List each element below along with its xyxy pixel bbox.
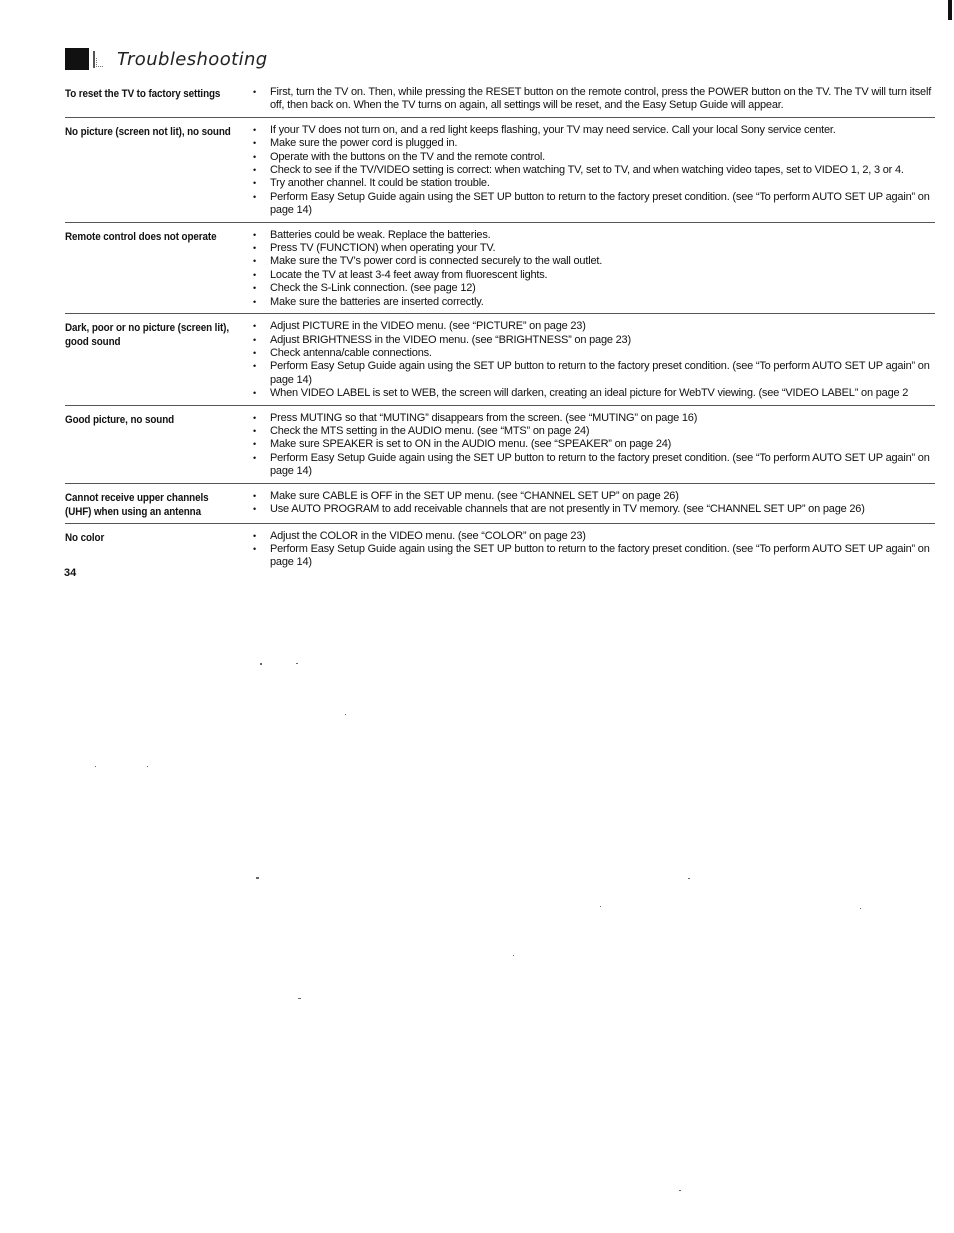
scan-edge-mark [948, 0, 952, 20]
scan-speck [260, 663, 262, 665]
remedy-item: • Try another channel. It could be station trouble. [253, 177, 935, 190]
remedy-item: • If your TV does not turn on, and a red light keeps flashing, your TV may need service. Call your local Sony service center. [253, 124, 935, 137]
remedy-item: • Perform Easy Setup Guide again using the SET UP button to return to the factory preset condition. (see “To perform AUTO SET UP again” on page 14) [253, 452, 935, 479]
remedy-item: • Press MUTING so that “MUTING” disappears from the screen. (see “MUTING” on page 16) [253, 412, 935, 425]
remedy-item: • Make sure the power cord is plugged in. [253, 137, 935, 150]
remedy-item: • Make sure SPEAKER is set to ON in the AUDIO menu. (see “SPEAKER” on page 24) [253, 438, 935, 451]
problem-label: Good picture, no sound [65, 413, 175, 426]
scan-speck [296, 663, 298, 664]
scan-speck [345, 714, 346, 715]
section-mark-icon [91, 48, 105, 70]
remedy-item: • Check to see if the TV/VIDEO setting is correct: when watching TV, set to TV, and when watching video tapes, set to VIDEO 1, 2, 3 or 4. [253, 164, 935, 177]
remedy-list [253, 320, 935, 400]
page-header [65, 44, 268, 74]
remedy-item: • Adjust PICTURE in the VIDEO menu. (see “PICTURE” on page 23) [253, 320, 935, 333]
section-block-icon [65, 48, 89, 70]
problem-label: Remote control does not operate [65, 230, 217, 243]
remedy-item: • Check antenna/cable connections. [253, 347, 935, 360]
scan-speck [600, 906, 601, 907]
troubleshooting-row [65, 489, 935, 524]
troubleshooting-table [65, 85, 935, 579]
scan-speck [147, 766, 148, 767]
remedy-item: • Check the S-Link connection. (see page 12) [253, 282, 935, 295]
remedy-item: • Press TV (FUNCTION) when operating your TV. [253, 242, 935, 255]
remedy-list [253, 490, 935, 517]
remedy-item: • When VIDEO LABEL is set to WEB, the screen will darken, creating an ideal picture for WebTV viewing. (see “VIDEO LABEL” on page 2 [253, 387, 935, 400]
scan-speck [679, 1190, 681, 1191]
remedy-item: • Make sure the batteries are inserted correctly. [253, 296, 935, 309]
troubleshooting-row [65, 228, 935, 314]
troubleshooting-row [65, 123, 935, 223]
remedy-list [253, 124, 935, 218]
remedy-list [253, 412, 935, 479]
problem-label: No picture (screen not lit), no sound [65, 125, 231, 138]
remedy-item: • Batteries could be weak. Replace the batteries. [253, 229, 935, 242]
scan-speck [513, 955, 514, 956]
scan-speck [95, 766, 96, 767]
remedy-list [253, 530, 935, 570]
problem-label: No color [65, 531, 105, 544]
page-number: 34 [64, 567, 77, 579]
scan-speck [256, 877, 259, 879]
remedy-item: • Use AUTO PROGRAM to add receivable channels that are not presently in TV memory. (see “CHANNEL SET UP” on page 26) [253, 503, 935, 516]
troubleshooting-row [65, 411, 935, 484]
remedy-item: • Adjust the COLOR in the VIDEO menu. (see “COLOR” on page 23) [253, 530, 935, 543]
page-title: Troubleshooting [117, 48, 268, 70]
problem-label: Cannot receive upper channels (UHF) when using an antenna [65, 491, 209, 518]
scan-speck [860, 908, 861, 909]
remedy-item: • Adjust BRIGHTNESS in the VIDEO menu. (see “BRIGHTNESS” on page 23) [253, 334, 935, 347]
problem-label: Dark, poor or no picture (screen lit), good sound [65, 322, 229, 349]
remedy-item: • Perform Easy Setup Guide again using the SET UP button to return to the factory preset condition. (see “To perform AUTO SET UP again” on page 14) [253, 360, 935, 387]
remedy-item: • Perform Easy Setup Guide again using the SET UP button to return to the factory preset condition. (see “To perform AUTO SET UP again” on page 14) [253, 191, 935, 218]
remedy-list [253, 229, 935, 309]
remedy-item: • Make sure CABLE is OFF in the SET UP menu. (see “CHANNEL SET UP” on page 26) [253, 490, 935, 503]
problem-label: To reset the TV to factory settings [65, 88, 221, 100]
scan-speck [298, 998, 301, 999]
remedy-item: • Make sure the TV’s power cord is connected securely to the wall outlet. [253, 255, 935, 268]
remedy-item: • Perform Easy Setup Guide again using the SET UP button to return to the factory preset condition. (see “To perform AUTO SET UP again” on page 14) [253, 543, 935, 570]
remedy-list [253, 86, 935, 113]
remedy-item: • First, turn the TV on. Then, while pressing the RESET button on the remote control, press the POWER button on the TV. The TV will turn itself off, then back on. When the TV turns on again, all settings will be reset, and the Easy Setup Guide will appear. [253, 86, 935, 113]
remedy-item: • Locate the TV at least 3-4 feet away from fluorescent lights. [253, 269, 935, 282]
troubleshooting-row [65, 85, 935, 118]
remedy-item: • Check the MTS setting in the AUDIO menu. (see “MTS” on page 24) [253, 425, 935, 438]
scan-speck [688, 878, 690, 879]
troubleshooting-row [65, 529, 935, 574]
troubleshooting-row [65, 319, 935, 405]
remedy-item: • Operate with the buttons on the TV and the remote control. [253, 151, 935, 164]
